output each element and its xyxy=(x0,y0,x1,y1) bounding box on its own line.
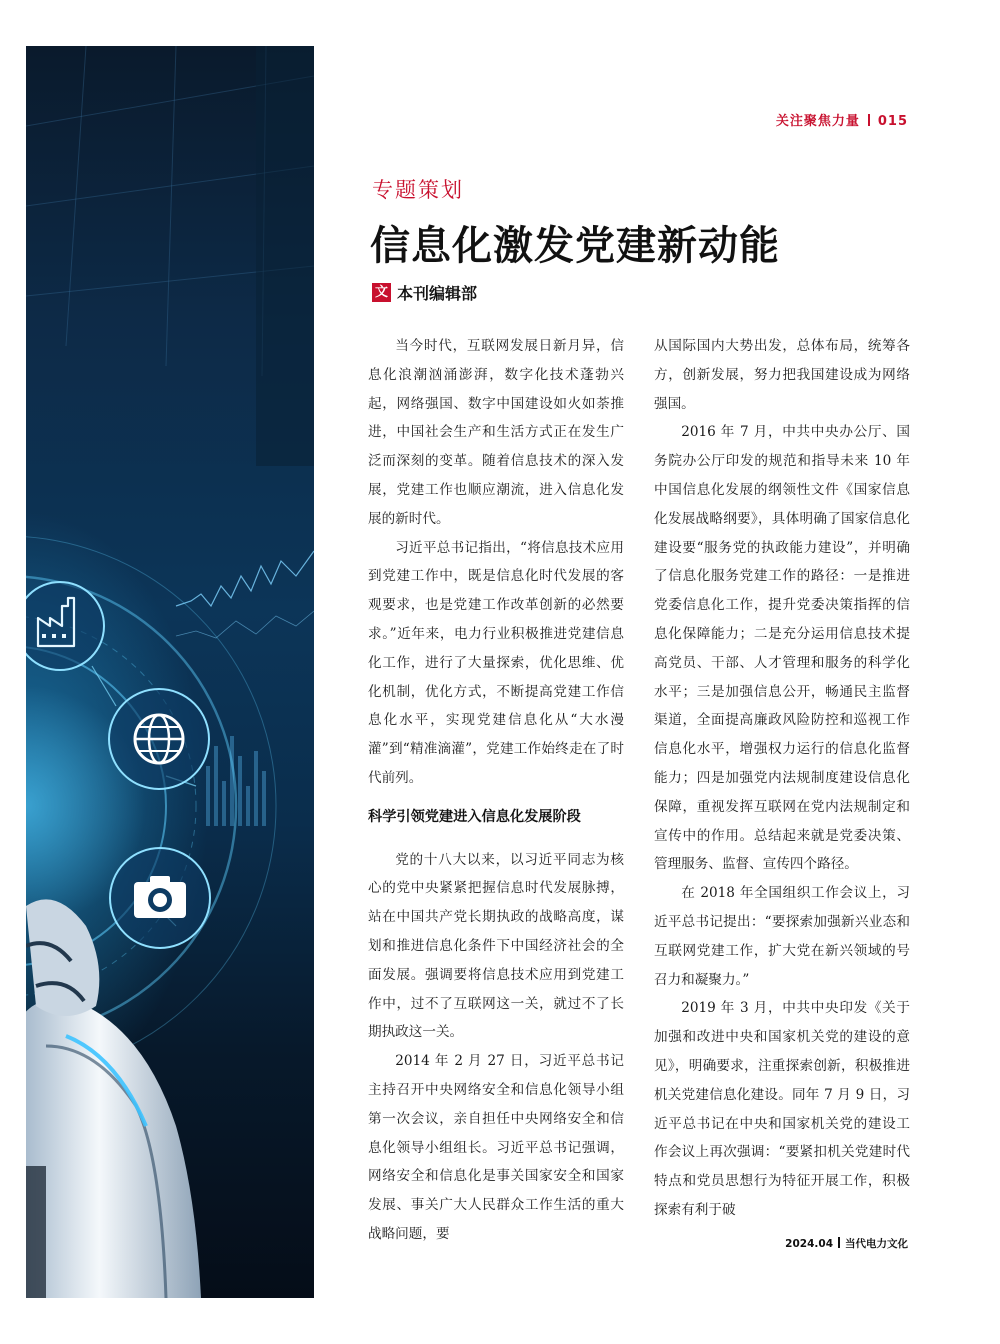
paragraph-continued: 从国际国内大势出发，总体布局，统筹各方，创新发展，努力把我国建设成为网络强国。 xyxy=(654,338,910,412)
body-column-left xyxy=(368,332,624,1249)
robot-arm xyxy=(26,899,201,1298)
tech-background xyxy=(26,46,314,1298)
globe-icon xyxy=(109,689,209,789)
paragraph: 2014 年 2 月 27 日，习近平总书记主持召开中央网络安全和信息化领导小组第一次会议，亲自担任中央网络安全和信息化领导小组组长。习近平总书记强调，网络安全和信息化是事关国家安全和国家发展、事关广大人民群众工作生活的重大战略问题，要 xyxy=(368,1053,624,1242)
paragraph: 习近平总书记指出，“将信息技术应用到党建工作中，既是信息化时代发展的客观要求，也是党建工作改革创新的必然要求。”近年来，电力行业积极推进党建信息化工作，进行了大量探索，优化思维、优化机制，优化方式，不断提高党建工作信息化水平，实现党建信息化从“大水漫灌”到“精准滴灌”，党建工作始终走在了时代前列。 xyxy=(368,539,624,786)
magazine-name: 当代电力文化 xyxy=(845,1238,908,1250)
byline-tag: 文 xyxy=(372,283,391,302)
factory-icon xyxy=(26,582,104,670)
article-title: 信息化激发党建新动能 xyxy=(370,223,780,269)
byline-author: 本刊编辑部 xyxy=(397,283,478,303)
byline xyxy=(372,281,477,303)
cover-illustration xyxy=(26,46,314,1298)
paragraph: 2019 年 3 月，中共中央印发《关于加强和改进中央和国家机关党的建设的意见》，明确要求，注重探索创新，积极推进机关党建信息化建设。同年 7 月 9 日，习近平总书记在中央和国家机关党的建设工作会议上再次强调：“要紧扣机关党建时代特点和党员思想行为特征开展工作，积极探索有利于破 xyxy=(654,1000,910,1218)
column-label: 专题策划 xyxy=(372,178,464,202)
issue-number: 2024.04 xyxy=(785,1238,833,1250)
camera-icon xyxy=(110,848,210,948)
running-head xyxy=(776,110,908,129)
paragraph: 在 2018 年全国组织工作会议上，习近平总书记提出：“要探索加强新兴业态和互联网党建工作，扩大党在新兴领域的号召力和凝聚力。” xyxy=(654,885,910,988)
page-number: 015 xyxy=(877,114,908,129)
paragraph: 当今时代，互联网发展日新月异，信息化浪潮汹涌澎湃，数字化技术蓬勃兴起，网络强国、数字中国建设如火如荼推进，中国社会生产和生活方式正在发生广泛而深刻的变革。随着信息技术的深入发展，党建工作也顺应潮流，进入信息化发展的新时代。 xyxy=(368,338,624,527)
section-name: 关注聚焦力量 xyxy=(775,114,860,129)
paragraph: 2016 年 7 月，中共中央办公厅、国务院办公厅印发的规范和指导未来 10 年中国信息化发展的纲领性文件《国家信息化发展战略纲要》，具体明确了国家信息化建设要“服务党的执政能力建设”，并明确了信息化服务党建工作的路径：一是推进党委信息化工作，提升党委决策指挥的信息化保障能力；二是充分运用信息技术提高党员、干部、人才管理和服务的科学化水平；三是加强信息公开，畅通民主监督渠道，全面提高廉政风险防控和巡视工作信息化水平，增强权力运行的信息化监督能力；四是加强党内法规制度建设信息化保障，重视发挥互联网在党内法规制定和宣传中的作用。总结起来就是党委决策、管理服务、监督、宣传四个路径。 xyxy=(654,424,910,873)
divider xyxy=(838,1237,840,1248)
divider xyxy=(868,114,870,126)
page-footer xyxy=(785,1236,908,1251)
body-column-right xyxy=(654,332,910,1225)
paragraph: 党的十八大以来，以习近平同志为核心的党中央紧紧把握信息时代发展脉搏，站在中国共产党长期执政的战略高度，谋划和推进信息化条件下中国经济社会的全面发展。强调要将信息技术应用到党建工作中，过不了互联网这一关，就过不了长期执政这一关。 xyxy=(368,851,624,1041)
subheading: 科学引领党建进入信息化发展阶段 xyxy=(368,808,581,825)
